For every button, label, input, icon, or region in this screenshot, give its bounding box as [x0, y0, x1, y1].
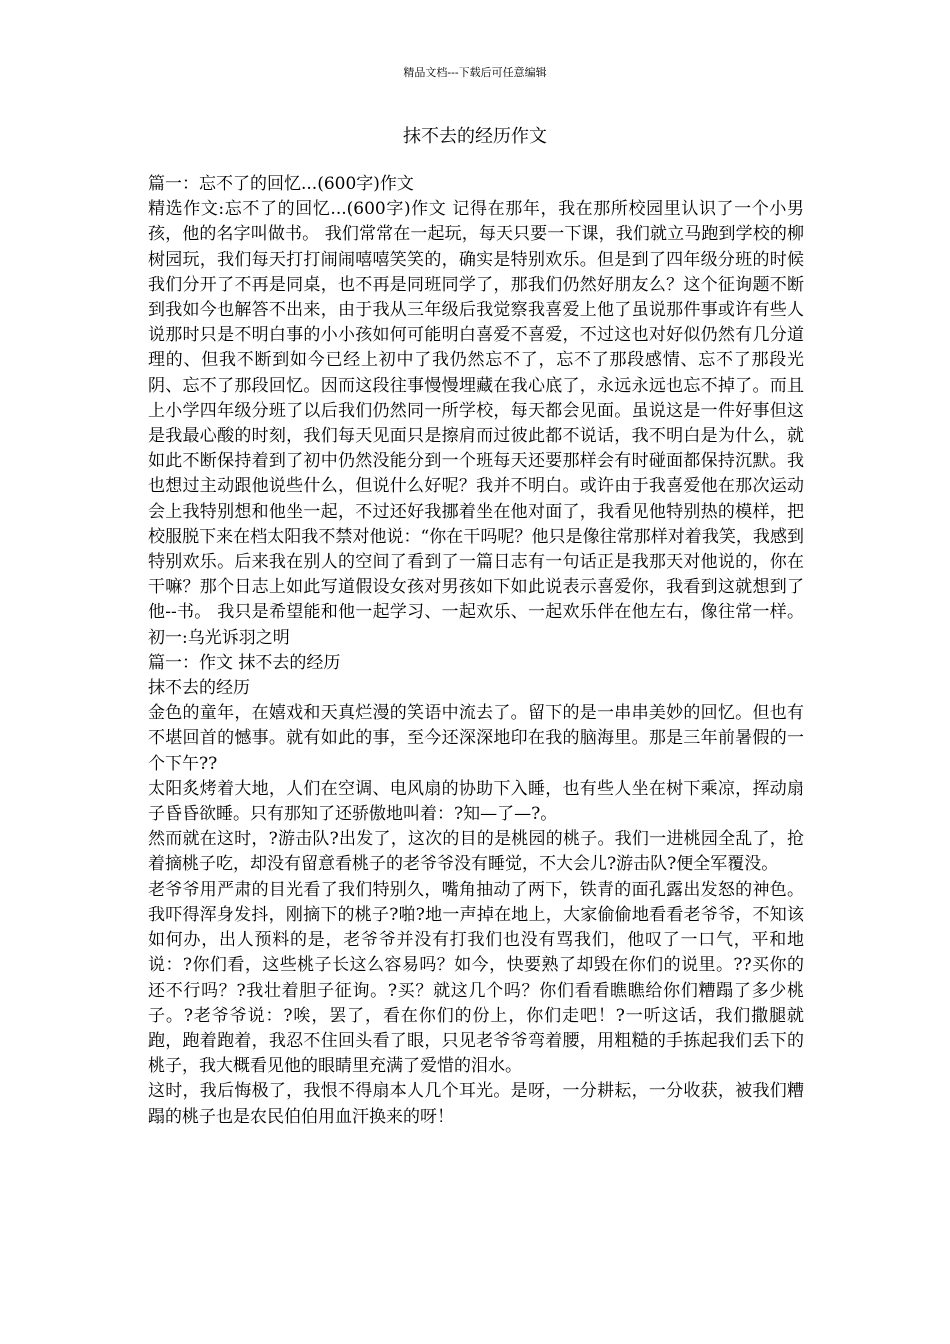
essay-paragraph-6: 这时，我后悔极了，我恨不得扇本人几个耳光。是呀，一分耕耘，一分收获，被我们糟蹋的桃子也是农民伯伯用血汗换来的呀！ [148, 1081, 804, 1127]
document-body [148, 172, 804, 1130]
essay-paragraph-2: 金色的童年，在嬉戏和天真烂漫的笑语中流去了。留下的是一串串美妙的回忆。但也有不堪回首的憾事。就有如此的事，至今还深深地印在我的脑海里。那是三年前暑假的一个下午?? [148, 703, 804, 774]
essay-paragraph-1: 精选作文:忘不了的回忆...(600字)作文 记得在那年，我在那所校园里认识了一个小男孩，他的名字叫做书。 我们常常在一起玩，每天只要一下课，我们就立马跑到学校的柳树园玩，我们每天打打闹闹嘻嘻笑笑的，确实是特别欢乐。但是到了四年级分班的时候我们分开了不再是同桌，也不再是同班同学了，那我们仍然好朋友么？这个征询题不断到我如今也解答不出来，由于我从三年级后我觉察我喜爱上他了虽说那件事或许有些人说那时只是不明白事的小小孩如何可能明白喜爱不喜爱，不过这也对好似仍然有几分道理的、但我不断到如今已经上初中了我仍然忘不了，忘不了那段感情、忘不了那段光阴、忘不了那段回忆。因而这段往事慢慢埋藏在我心底了，永远永远也忘不掉了。而且上小学四年级分班了以后我们仍然同一所学校，每天都会见面。虽说这是一件好事但这是我最心酸的时刻，我们每天见面只是擦肩而过彼此都不说话，我不明白是为什么，就如此不断保持着到了初中仍然没能分到一个班每天还要那样会有时碰面都保持沉默。我也想过主动跟他说些什么，但说什么好呢？我并不明白。或许由于我喜爱他在那次运动会上我特别想和他坐一起，不过还好我挪着坐在他对面了，我看见他特别热的模样，把校服脱下来在档太阳我不禁对他说：“你在干吗呢？他只是像往常那样对着我笑，我感到特别欢乐。后来我在别人的空间了看到了一篇日志有一句话正是我那天对他说的，你在干嘛？那个日志上如此写道假设女孩对男孩如下如此说表示喜爱你，我看到这就想到了他--书。 我只是希望能和他一起学习、一起欢乐、一起欢乐伴在他左右，像往常一样。初一:乌光诉羽之明 [148, 199, 804, 648]
essay-heading-1: 篇一：忘不了的回忆...(600字)作文 [148, 174, 414, 194]
essay-paragraph-3: 太阳炙烤着大地，人们在空调、电风扇的协助下入睡，也有些人坐在树下乘凉，挥动扇子昏昏欲睡。只有那知了还骄傲地叫着：?知—了—?。 [148, 778, 804, 825]
essay-paragraph-4: 然而就在这时，?游击队?出发了，这次的目的是桃园的桃子。我们一进桃园全乱了，抢着摘桃子吃，却没有留意看桃子的老爷爷没有睡觉，不大会儿?游击队?便全军覆没。 [148, 829, 804, 875]
essay-heading-2: 篇一：作文 抹不去的经历 [148, 652, 341, 673]
essay-paragraph-5: 老爷爷用严肃的目光看了我们特别久，嘴角抽动了两下，铁青的面孔露出发怒的神色。我吓得浑身发抖，刚摘下的桃子?啪?地一声掉在地上，大家偷偷地看看老爷爷，不知该如何办，出人预料的是，老爷爷并没有打我们也没有骂我们，他叹了一口气，平和地说：?你们看，这些桃子长这么容易吗？如今，快要熟了却毁在你们的说里。??买你的还不行吗？?我壮着胆子征询。?买？就这几个吗？你们看看瞧瞧给你们糟蹋了多少桃子。?老爷爷说：?唉，罢了，看在你们的份上，你们走吧！?一听这话，我们撒腿就跑，跑着跑着，我忍不住回头看了眼，只见老爷爷弯着腰，用粗糙的手拣起我们丢下的桃子，我大概看见他的眼睛里充满了爱惜的泪水。 [148, 879, 804, 1077]
document-title: 抹不去的经历作文 [403, 126, 547, 147]
page-header-note: 精品文档---下载后可任意编辑 [403, 66, 547, 79]
essay-subtitle: 抹不去的经历 [148, 678, 250, 699]
